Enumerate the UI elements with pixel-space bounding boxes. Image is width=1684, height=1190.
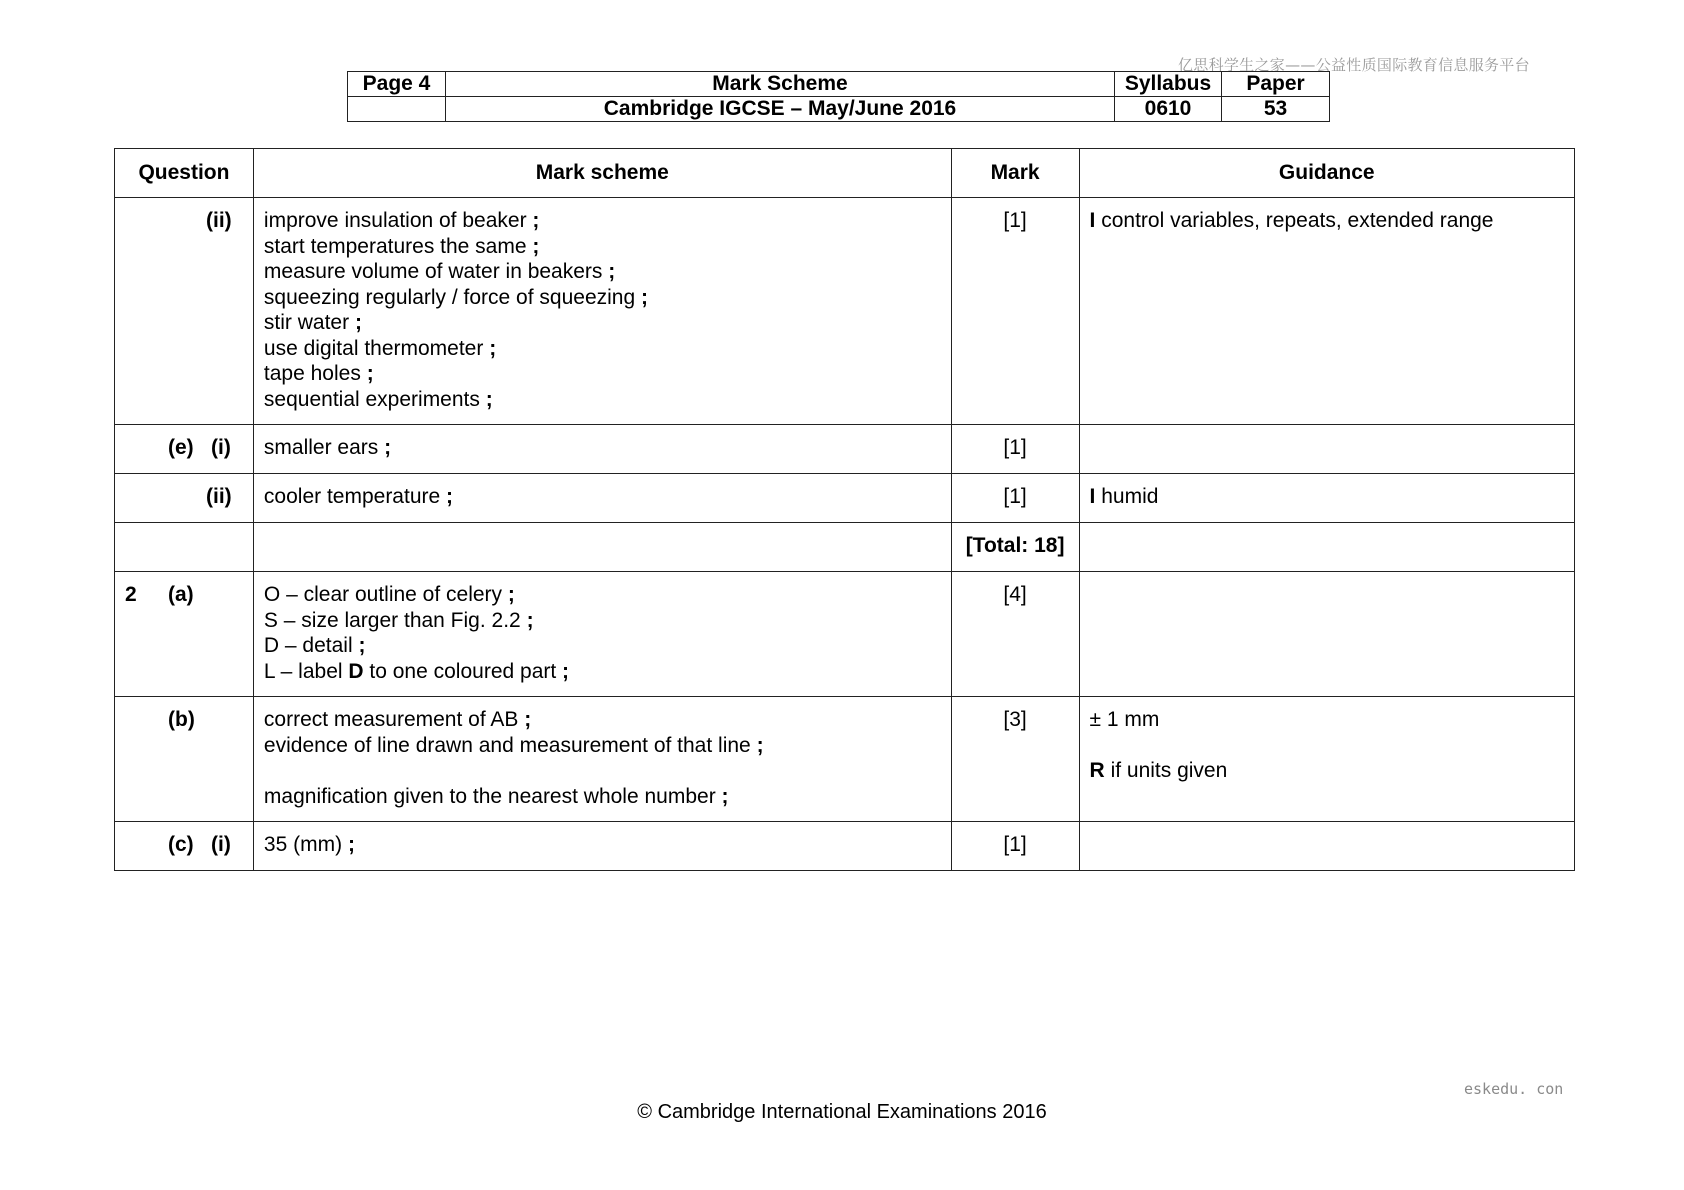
mark-scheme-cell: cooler temperature ; <box>253 474 951 523</box>
line-gap <box>1090 733 1564 759</box>
question-part: (ii) <box>206 485 232 508</box>
question-cell <box>115 822 254 871</box>
question-cell <box>115 523 254 572</box>
scheme-line: start temperatures the same ; <box>263 234 540 258</box>
guidance-cell: I control variables, repeats, extended range <box>1079 198 1574 425</box>
page-number: Page 4 <box>348 72 446 97</box>
header-title: Mark Scheme <box>446 72 1115 97</box>
scheme-line: squeezing regularly / force of squeezing ; <box>263 285 648 309</box>
syllabus-code: 0610 <box>1115 97 1222 122</box>
question-cell <box>115 474 254 523</box>
scheme-line: O – clear outline of celery ; <box>263 583 515 606</box>
mark-scheme-cell <box>253 572 951 697</box>
mark-scheme-cell: 35 (mm) ; <box>253 822 951 871</box>
mark-scheme-cell <box>253 697 951 822</box>
guidance-line: R if units given <box>1089 759 1228 782</box>
mark-scheme-cell <box>253 198 951 425</box>
question-cell <box>115 572 254 697</box>
mark-cell: [1] <box>951 198 1079 425</box>
mark-scheme-cell <box>253 523 951 572</box>
mark-cell: [4] <box>951 572 1079 697</box>
question-number: 2 <box>125 583 137 606</box>
guidance-cell <box>1079 822 1574 871</box>
table-row <box>115 822 1575 871</box>
question-column-header: Question <box>115 149 254 198</box>
scheme-line: S – size larger than Fig. 2.2 ; <box>263 608 534 632</box>
page-blank-cell <box>348 97 446 122</box>
question-part: (ii) <box>206 209 232 232</box>
mark-cell: [1] <box>951 822 1079 871</box>
guidance-cell <box>1079 572 1574 697</box>
table-row <box>115 474 1575 523</box>
table-row <box>115 523 1575 572</box>
question-part: (a) <box>168 583 194 606</box>
mark-column-header: Mark <box>951 149 1079 198</box>
mark-scheme-table <box>114 148 1575 871</box>
syllabus-label: Syllabus <box>1115 72 1222 97</box>
watermark-url: eskedu. con <box>1464 1080 1564 1098</box>
question-cell <box>115 198 254 425</box>
guidance-cell <box>1079 425 1574 474</box>
paper-number: 53 <box>1222 97 1330 122</box>
question-subpart: (i) <box>211 833 231 856</box>
mark-scheme-column-header: Mark scheme <box>253 149 951 198</box>
scheme-line: correct measurement of AB ; <box>263 708 532 731</box>
question-part: (c) <box>168 833 194 856</box>
table-header-row <box>115 149 1575 198</box>
copyright-footer: © Cambridge International Examinations 2016 <box>637 1101 1047 1123</box>
scheme-line: use digital thermometer ; <box>263 336 497 360</box>
table-row <box>115 697 1575 822</box>
scheme-line: measure volume of water in beakers ; <box>263 260 616 283</box>
scheme-line: improve insulation of beaker ; <box>263 209 540 232</box>
guidance-cell <box>1079 523 1574 572</box>
line-gap <box>264 758 941 784</box>
scheme-line: tape holes ; <box>263 362 374 385</box>
question-subpart: (i) <box>211 436 231 459</box>
question-cell <box>115 697 254 822</box>
question-part: (e) <box>168 436 194 459</box>
scheme-line: evidence of line drawn and measurement of that line ; <box>263 733 764 757</box>
guidance-cell <box>1079 697 1574 822</box>
scheme-line: stir water ; <box>263 311 362 334</box>
table-row <box>115 198 1575 425</box>
table-row <box>115 572 1575 697</box>
mark-cell: [1] <box>951 474 1079 523</box>
scheme-line: sequential experiments ; <box>263 387 493 411</box>
question-part: (b) <box>168 708 195 731</box>
mark-cell: [3] <box>951 697 1079 822</box>
guidance-column-header: Guidance <box>1079 149 1574 198</box>
paper-label: Paper <box>1222 72 1330 97</box>
page-header-table <box>347 71 1330 122</box>
exam-name: Cambridge IGCSE – May/June 2016 <box>446 97 1115 122</box>
mark-scheme-cell: smaller ears ; <box>253 425 951 474</box>
mark-cell: [1] <box>951 425 1079 474</box>
watermark-text: 亿思科学生之家——公益性质国际教育信息服务平台 <box>1178 56 1530 74</box>
scheme-line: D – detail ; <box>263 634 366 657</box>
scheme-line: magnification given to the nearest whole number ; <box>263 784 729 808</box>
guidance-cell: I humid <box>1079 474 1574 523</box>
scheme-line: L – label D to one coloured part ; <box>263 659 570 683</box>
guidance-line: ± 1 mm <box>1089 708 1160 731</box>
question-cell <box>115 425 254 474</box>
total-mark-cell: [Total: 18] <box>951 523 1079 572</box>
table-row <box>115 425 1575 474</box>
